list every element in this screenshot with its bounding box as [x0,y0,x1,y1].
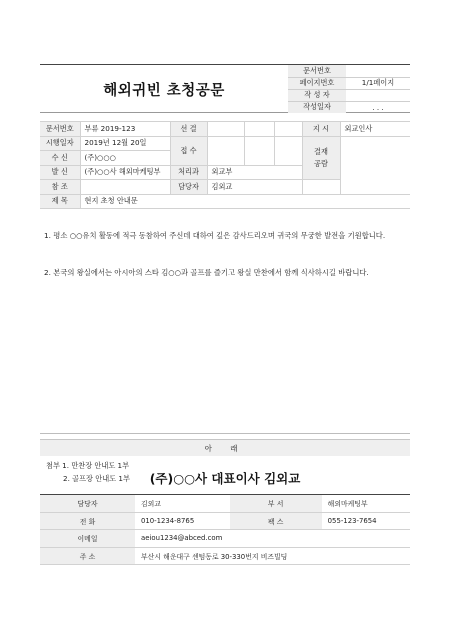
date-label: 시행일자 [40,136,80,151]
document-header [40,64,410,113]
fax-label: 팩 스 [230,512,322,530]
phone-label: 전 화 [40,512,135,530]
meta-row-author [288,89,410,101]
address-label: 주 소 [40,547,135,565]
email-value: aeiou1234@abced.com [135,530,410,548]
settle-label: 결재 공람 [302,136,340,180]
address-value: 부산시 해운대구 센텀동로 30-330번지 비즈빌딩 [135,547,410,565]
process-value: 외교부 [207,165,302,180]
meta-label: 작성일자 [288,101,346,113]
reference-value [80,180,170,195]
doc-number-value: 부류 2019-123 [80,122,170,137]
receive-cell [244,136,274,165]
person-label: 담당자 [170,180,207,195]
meta-value [346,89,410,101]
process-label: 처리과 [170,165,207,180]
info-row [40,122,410,137]
contact-row [40,530,410,548]
email-label: 이메일 [40,530,135,548]
contact-row [40,512,410,530]
approval-cell [244,122,274,137]
info-row [40,194,410,209]
person-value: 김외교 [207,180,302,195]
contact-row [40,547,410,565]
meta-value: . . . [372,102,384,112]
direction-value: 외교인사 [340,122,410,137]
document-meta-table [288,65,410,113]
sender-label: 발 신 [40,165,80,180]
meta-label: 페이지번호 [288,77,346,89]
settle-cell [340,136,410,194]
meta-row-date [288,101,410,113]
meta-value [346,65,410,77]
info-row [40,136,410,151]
body-paragraph-1: 1. 평소 ○○유치 활동에 적극 동참하여 주신데 대하여 깊은 감사드리오며 귀국의 무궁한 발전을 기원합니다. [44,231,386,240]
receive-label: 접 수 [170,136,207,165]
department-value: 해외마케팅부 [322,495,410,513]
company-signature: (주)○○사 대표이사 김외교 [149,471,301,486]
below-notice-bar: 아 래 [40,439,410,456]
contact-table [40,494,410,565]
phone-value: 010-1234-8765 [135,512,230,530]
department-label: 부 서 [230,495,322,513]
contact-row [40,495,410,513]
reference-label: 참 조 [40,180,80,195]
document-info-table [40,121,410,209]
recipient-label: 수 신 [40,151,80,166]
empty-cell [302,180,340,195]
approval-cell [274,122,302,137]
meta-row-doc-number [288,65,410,77]
attachment-item: 2. 골프장 안내도 1부 [63,474,130,483]
attachment-item: 첨부 1. 만찬장 안내도 1부 [46,461,130,470]
receive-cell [207,136,244,165]
approval-label: 선 결 [170,122,207,137]
document-title: 해외귀빈 초청공문 [103,82,225,99]
sender-value: (주)○○사 해외마케팅부 [80,165,170,180]
meta-value: 1/1페이지 [346,77,410,89]
meta-label: 문서번호 [288,65,346,77]
divider [40,433,410,434]
approval-cell [207,122,244,137]
meta-label: 작 성 자 [288,89,346,101]
contact-person-value: 김외교 [135,495,230,513]
fax-value: 055-123-7654 [322,512,410,530]
recipient-value: (주)○○○ [80,151,170,166]
subject-value: 현지 초청 안내문 [80,194,410,209]
doc-number-label: 문서번호 [40,122,80,137]
meta-row-page-number [288,77,410,89]
subject-label: 제 목 [40,194,80,209]
receive-cell [274,136,302,165]
contact-person-label: 담당자 [40,495,135,513]
date-value: 2019년 12월 20일 [80,136,170,151]
direction-label: 지 시 [302,122,340,137]
body-paragraph-2: 2. 본국의 왕실에서는 아시아의 스타 김○○과 골프를 즐기고 왕실 만찬에서 함께 식사하시길 바랍니다. [44,268,369,277]
